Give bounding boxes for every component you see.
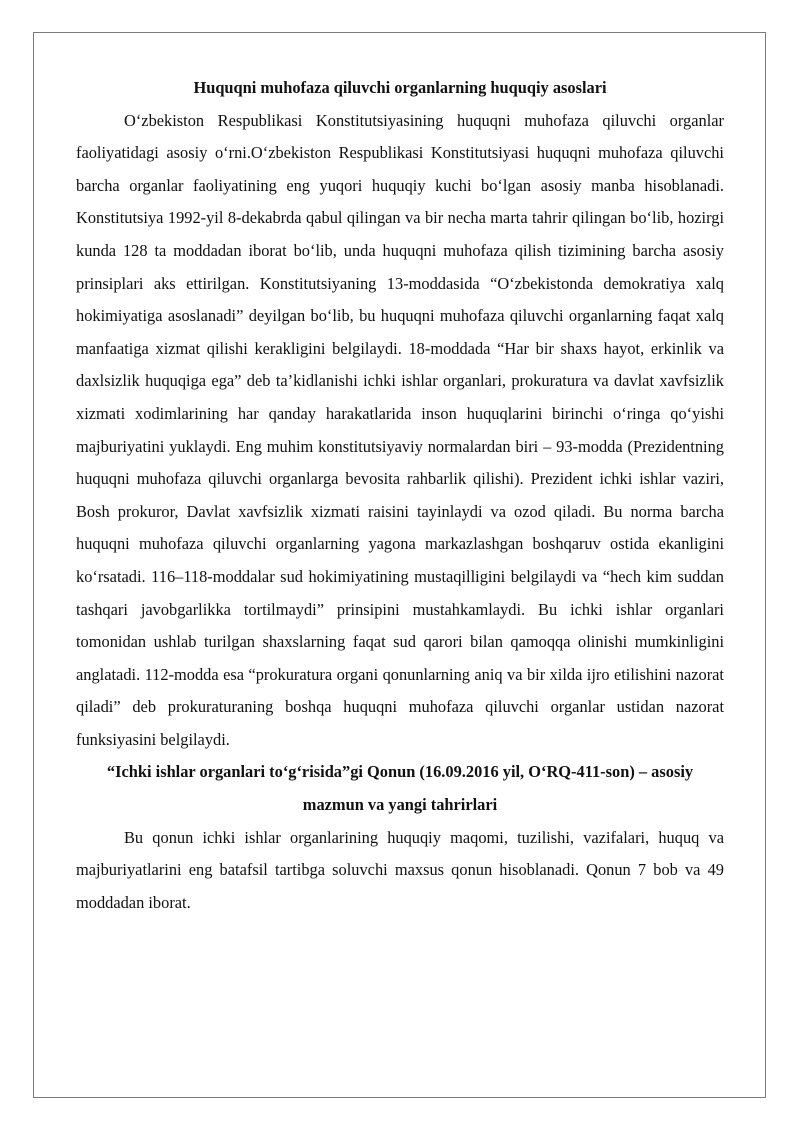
paragraph-constitution: O‘zbekiston Respublikasi Konstitutsiyasining huquqni muhofaza qiluvchi organlar faoliyatidagi asosiy o‘rni.O‘zbekiston Respublikasi Konstitutsiyasi huquqni muhofaza qiluvchi barcha organlar faoliyatining eng yuqori huquqiy kuchi bo‘lgan asosiy manba hisoblanadi. Konstitutsiya 1992-yil 8-dekabrda qabul qilingan va bir necha marta tahrir qilingan bo‘lib, hozirgi kunda 128 ta moddadan iborat bo‘lib, unda huquqni muhofaza qilish tizimining barcha asosiy prinsiplari aks ettirilgan. Konstitutsiyaning 13-moddasida “O‘zbekistonda demokratiya xalq hokimiyatiga asoslanadi” deyilgan bo‘lib, bu huquqni muhofaza qiluvchi organlarning faqat xalq manfaatiga xizmat qilishi kerakligini belgilaydi. 18-moddada “Har bir shaxs hayot, erkinlik va daxlsizlik huquqiga ega” deb ta’kidlanishi ichki ishlar organlari, prokuratura va davlat xavfsizlik xizmati xodimlarining har qanday harakatlarida inson huquqlarini birinchi o‘ringa qo‘yishi majburiyatini yuklaydi. Eng muhim konstitutsiyaviy normalardan biri – 93-modda (Prezidentning huquqni muhofaza qiluvchi organlarga bevosita rahbarlik qilishi). Prezident ichki ishlar vaziri, Bosh prokuror, Davlat xavfsizlik xizmati raisini tayinlaydi va ozod qiladi. Bu norma barcha huquqni muhofaza qiluvchi organlarning yagona markazlashgan boshqaruv ostida ekanligini ko‘rsatadi. 116–118-moddalar sud hokimiyatining mustaqilligini belgilaydi va “hech kim suddan tashqari javobgarlikka tortilmaydi” prinsipini mustahkamlaydi. Bu ichki ishlar organlari tomonidan ushlab turilgan shaxslarning faqat sud qarori bilan qamoqqa olinishi mumkinligini anglatadi. 112-modda esa “prokuratura organi qonunlarning aniq va bir xilda ijro etilishini nazorat qiladi” deb prokuraturaning boshqa huquqni muhofaza qiluvchi organlar ustidan nazorat funksiyasini belgilaydi. — [76, 110, 724, 749]
paragraph-internal-affairs-law: Bu qonun ichki ishlar organlarining huquqiy maqomi, tuzilishi, vazifalari, huquq va majburiyatlarini eng batafsil tartibga soluvchi maxsus qonun hisoblanadi. Qonun 7 bob va 49 moddadan iborat. — [76, 827, 724, 912]
section-heading-internal-affairs-law: “Ichki ishlar organlari to‘g‘risida”gi Qonun (16.09.2016 yil, O‘RQ-411-son) – asosiy mazmun va yangi tahrirlari — [106, 762, 694, 815]
document-body — [76, 72, 724, 919]
section-heading-legal-bases: Huquqni muhofaza qiluvchi organlarning huquqiy asoslari — [193, 78, 607, 97]
